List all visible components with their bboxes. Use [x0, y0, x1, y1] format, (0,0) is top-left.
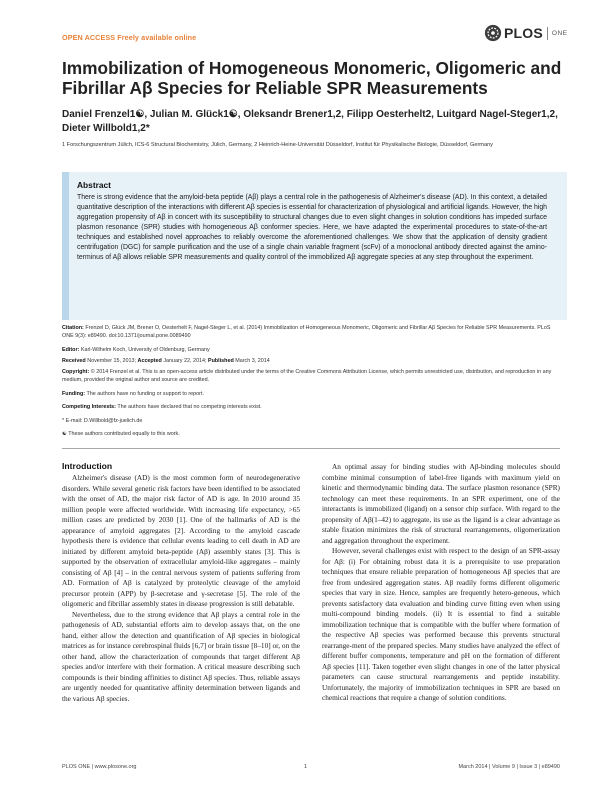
- intro-paragraph: However, several challenges exist with respect to the design of an SPR-assay for Aβ: (i) For obtaining robust data it is a prerequisite to use preparation techniques that ensure reliable preparation of homogeneous Aβ species that are free from undesired aggregation states. Aβ readily forms different oligomeric species that vary in size. Hence, samples are frequently hetero-geneous, which prevents satisfactory data evaluation and binding curve fitting even when using multi-compound binding models. (ii) It is essential to find a suitable immobilization technique that is compatible with the buffer where formation of the respective Aβ species was performed because this prevents structural rearrange-ment of the prepared species. Many studies have analyzed the effect of different buffer components, temperature and pH on the formation of different Aβ species [11]. Taken together even slight changes in one of the latter physical parameters can cause structural rearrangements and peptide instability. Unfortunately, the majority of immobilization techniques in SPR are based on chemical reactions that require a change of solution conditions.: [322, 546, 560, 702]
- funding-text: The authors have no funding or support to report.: [86, 391, 204, 397]
- plos-one-logo: [484, 22, 567, 44]
- logo-suffix: ONE: [551, 29, 568, 37]
- affiliations: 1 Forschungszentrum Jülich, ICS-6 Structural Biochemistry, Jülich, Germany, 2 Heinrich-Heine-Universität Düsseldorf, Institut für Physikalische Biologie, Düsseldorf, Germany: [62, 142, 493, 148]
- editor-text: Karl-Wilhelm Koch, University of Oldenburg, Germany: [80, 347, 210, 353]
- equal-contribution-note: ☯ These authors contributed equally to this work.: [62, 431, 180, 437]
- copyright: [62, 369, 560, 384]
- received-label: Received: [62, 358, 86, 364]
- intro-paragraph: Alzheimer's disease (AD) is the most common form of neurodegenerative disorders. While several genetic risk factors have been identified to be associated with the onset of AD, the major risk factor of AD is age. In 2010 around 35 million people were affected worldwide. With increasing life expectancy, >65 million cases are predicted by 2030 [1]. One of the hallmarks of AD is the appearance of amyloid aggregates [2]. According to the amyloid cascade hypothesis there is evidence that cellular events leading to cell death in AD are initiated by different amyloid beta-peptide (Aβ) assembly states [3]. This is supported by the observation of extracellular amyloid-like aggregates – mainly consisting of Aβ [4] – in the central nervous system of patients suffering from AD. Formation of Aβ is catalyzed by proteolytic cleavage of the amyloid precursor protein (APP) by β-secretase and γ-secretase [5]. The role of the oligomeric and fibrillar assembly states in disease progression is still debatable.: [62, 473, 300, 608]
- competing-text: The authors have declared that no competing interests exist.: [117, 404, 262, 410]
- funding: [62, 391, 560, 399]
- logo-divider: [547, 27, 548, 40]
- editor-label: Editor:: [62, 347, 80, 353]
- article-title: Immobilization of Homogeneous Monomeric, Oligomeric and Fibrillar Aβ Species for Reliable SPR Measurements: [62, 58, 562, 98]
- accepted-date: January 22, 2014;: [163, 358, 207, 364]
- received-date: November 15, 2013;: [87, 358, 137, 364]
- published-label: Published: [208, 358, 234, 364]
- footer-journal: PLOS ONE | www.plosone.org: [62, 764, 137, 770]
- plos-logo-icon: [484, 24, 502, 42]
- citation-label: Citation:: [62, 325, 84, 331]
- corresponding-email[interactable]: * E-mail: D.Willbold@fz-juelich.de: [62, 418, 143, 424]
- section-divider: [62, 448, 560, 449]
- footer-issue: March 2014 | Volume 9 | Issue 3 | e89490: [458, 764, 560, 770]
- open-access-label: OPEN ACCESS Freely available online: [62, 33, 197, 42]
- abstract-text: There is strong evidence that the amyloid-beta peptide (Aβ) plays a central role in the pathogenesis of Alzheimer's disease (AD). In this context, a detailed quantitative description of the interactions with different Aβ species is essential for characterization of physiological and artificial ligands. However, the high aggregation propensity of Aβ in concert with its susceptibility to structural changes due to even slight changes in solution conditions has impeded surface plasmon resonance (SPR) studies with homogeneous Aβ conformer species. Here, we have adapted the experimental procedures to state-of-the-art techniques and established novel approaches to reliably overcome the aforementioned challenges. We show that the application of density gradient centrifugation (DGC) for sample purification and the use of a single chain variable fragment (scFv) of a monoclonal antibody directed against the amino-terminus of Aβ allows reliable SPR measurements and quality control of the immobilized Aβ aggregate species at any step throughout the experiment.: [77, 194, 547, 261]
- abstract-heading: Abstract: [77, 180, 111, 190]
- citation-text: Frenzel D, Glück JM, Brener O, Oesterhelt F, Nagel-Steger L, et al. (2014) Immobilization of Homogeneous Monomeric, Oligomeric and Fibrillar Aβ Species for Reliable SPR Measurements. PLoS ONE 9(3): e89490. doi:10.1371/journal.pone.0089490: [62, 325, 551, 339]
- copyright-label: Copyright:: [62, 369, 90, 375]
- right-column: [322, 462, 560, 704]
- author-list: Daniel Frenzel1☯, Julian M. Glück1☯, Oleksandr Brener1,2, Filipp Oesterhelt2, Luitgard Nagel-Steger1,2, Dieter Willbold1,2*: [62, 109, 558, 134]
- published-date: March 3, 2014: [235, 358, 270, 364]
- citation: [62, 325, 560, 340]
- accepted-label: Accepted: [137, 358, 162, 364]
- copyright-text: © 2014 Frenzel et al. This is an open-access article distributed under the terms of the Creative Commons Attribution License, which permits unrestricted use, distribution, and reproduction in any medium, provided the original author and source are credited.: [62, 369, 552, 383]
- competing-label: Competing Interests:: [62, 404, 116, 410]
- intro-paragraph: An optimal assay for binding studies with Aβ-binding molecules should combine minimal consumption of label-free ligands with maximum yield on kinetic and thermodynamic binding data. The surface plasmon resonance (SPR) technology can meet these requirements. In an SPR experiment, one of the interactants is immobilized (ligand) on a sensor chip surface. With regard to the propensity of Aβ(1–42) to aggregate, its use as the ligand is a clear advantage as stable fixation minimizes the risk of structural rearrangements, oligomerization and aggregation throughout the experiment.: [322, 462, 560, 545]
- funding-label: Funding:: [62, 391, 86, 397]
- introduction-heading: Introduction: [62, 461, 113, 471]
- intro-paragraph: Nevertheless, due to the strong evidence that Aβ plays a central role in the pathogenesis of AD, substantial efforts aim to develop assays that, on the one hand, either allow the detection and quantification of Aβ species in biological matrices as for instance cerebrospinal fluids [6,7] or brain tissue [8–10] or, on the other hand, allow the characterization of compounds that target different Aβ species and/or interfere with their formation. A critical measure describing such compounds is their binding affinities to distinct Aβ species. Thus, reliable assays are urgently needed for quantitative affinity determination between ligands and the various Aβ species.: [62, 609, 300, 703]
- dates: [62, 358, 560, 366]
- competing-interests: [62, 404, 560, 412]
- left-column: [62, 473, 300, 704]
- logo-text: PLOS: [504, 25, 543, 41]
- footer-page-number: 1: [304, 764, 308, 770]
- editor: [62, 347, 560, 355]
